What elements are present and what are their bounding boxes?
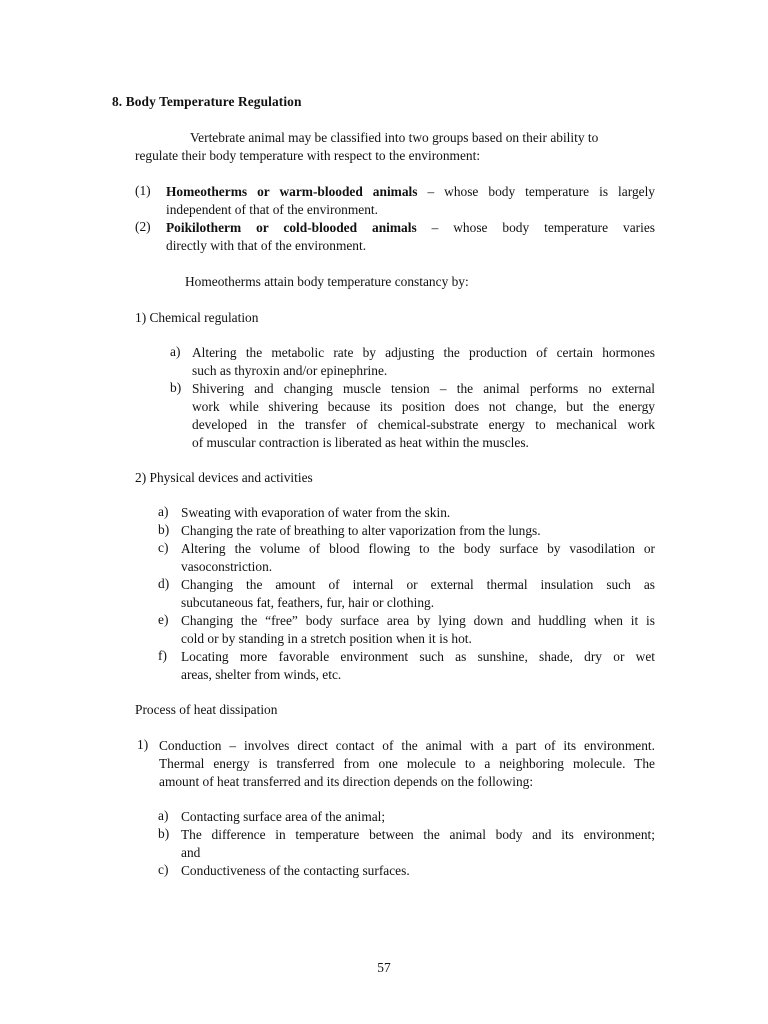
list-line: Changing the amount of internal or external thermal insulation such as — [181, 577, 655, 592]
page-number: 57 — [377, 960, 391, 975]
list-item — [181, 522, 655, 540]
list-item — [159, 737, 655, 791]
list-letter: c) — [158, 540, 169, 555]
list-line: Altering the volume of blood flowing to the body surface by vasodilation or — [181, 541, 655, 556]
list-letter: e) — [158, 612, 169, 627]
group-desc: – whose body temperature varies — [416, 220, 656, 235]
intro-line-1: Vertebrate animal may be classified into two groups based on their ability to — [190, 130, 599, 145]
list-line: Changing the “free” body surface area by lying down and huddling when it is — [181, 613, 655, 628]
list-line: Conductiveness of the contacting surfaces. — [181, 863, 410, 878]
group-number: (1) — [135, 183, 151, 198]
list-item — [181, 612, 655, 648]
list-line: amount of heat transferred and its direction depends on the following: — [159, 774, 534, 789]
group-term: Poikilotherm or cold-blooded animals — [166, 220, 417, 235]
list-line: and — [181, 845, 201, 860]
list-item — [192, 344, 655, 380]
list-line: Altering the metabolic rate by adjusting the production of certain hormones — [192, 345, 655, 360]
list-line: Sweating with evaporation of water from the skin. — [181, 505, 451, 520]
section-heading: 8. Body Temperature Regulation — [112, 94, 302, 109]
list-item — [181, 808, 655, 826]
list-line: The difference in temperature between the animal body and its environment; — [181, 827, 655, 842]
list-letter: f) — [158, 648, 167, 663]
list-item — [181, 504, 655, 522]
group-term: Homeotherms or warm-blooded animals — [166, 184, 418, 199]
group-desc-cont: independent of that of the environment. — [166, 202, 378, 217]
list-line: Locating more favorable environment such as sunshine, shade, dry or wet — [181, 649, 655, 664]
list-line: Shivering and changing muscle tension – the animal performs no external — [192, 381, 655, 396]
list-line: cold or by standing in a stretch position when it is hot. — [181, 631, 472, 646]
list-line: subcutaneous fat, feathers, fur, hair or clothing. — [181, 595, 435, 610]
list-line: vasoconstriction. — [181, 559, 273, 574]
group-number: (2) — [135, 219, 151, 234]
list-line: Changing the rate of breathing to alter vaporization from the lungs. — [181, 523, 541, 538]
group-desc: – whose body temperature is largely — [417, 184, 655, 199]
subsection-title: Process of heat dissipation — [135, 702, 278, 717]
list-line: areas, shelter from winds, etc. — [181, 667, 342, 682]
subsection-title: 1) Chemical regulation — [135, 310, 259, 325]
intro-line-2: regulate their body temperature with respect to the environment: — [135, 148, 481, 163]
group-desc-cont: directly with that of the environment. — [166, 238, 367, 253]
list-item — [181, 648, 655, 684]
list-letter: a) — [170, 344, 181, 359]
list-letter: c) — [158, 862, 169, 877]
constancy-intro: Homeotherms attain body temperature constancy by: — [185, 274, 469, 289]
group-item — [166, 219, 655, 255]
list-line: work while shivering because its position does not change, but the energy — [192, 399, 655, 414]
list-letter: b) — [170, 380, 182, 395]
list-line: Thermal energy is transferred from one molecule to a neighboring molecule. The — [159, 756, 655, 771]
list-item — [181, 540, 655, 576]
list-item — [181, 826, 655, 862]
list-line: such as thyroxin and/or epinephrine. — [192, 363, 388, 378]
list-item — [192, 380, 655, 452]
list-letter: a) — [158, 808, 169, 823]
subsection-title: 2) Physical devices and activities — [135, 470, 313, 485]
list-item — [181, 862, 655, 880]
list-line: Conduction – involves direct contact of the animal with a part of its environment. — [159, 738, 655, 753]
list-line: of muscular contraction is liberated as heat within the muscles. — [192, 435, 529, 450]
list-line: developed in the transfer of chemical-substrate energy to mechanical work — [192, 417, 655, 432]
list-item — [181, 576, 655, 612]
list-letter: b) — [158, 826, 170, 841]
list-line: Contacting surface area of the animal; — [181, 809, 386, 824]
list-letter: a) — [158, 504, 169, 519]
list-letter: b) — [158, 522, 170, 537]
list-letter: d) — [158, 576, 170, 591]
list-number: 1) — [137, 737, 149, 752]
group-item — [166, 183, 655, 219]
